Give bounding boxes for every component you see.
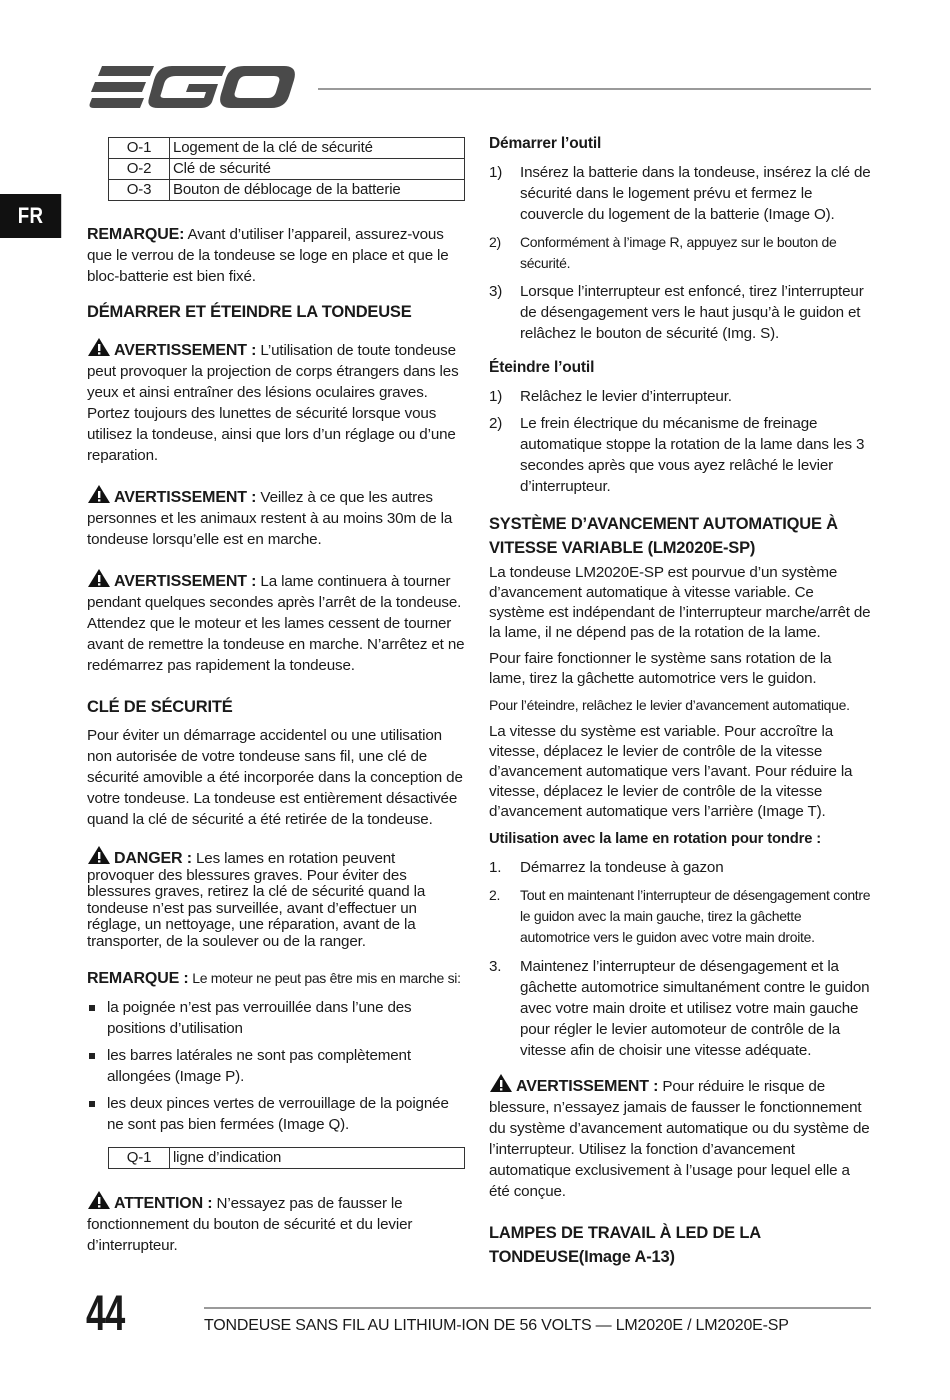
subheading-use-with-blade: Utilisation avec la lame en rotation pour tondre : — [489, 831, 822, 847]
warning-text: Pour réduire le risque de blessure, n’essayez jamais de fausser le fonctionnement du système d’avancement automatique ou du système de l’interrupteur. Utilisez la fonction d’avancement automatique exclusivement à l’usage pour lequel elle a été conçue. — [489, 1078, 870, 1200]
table-row — [109, 1148, 465, 1169]
warning-triangle-icon — [87, 1190, 111, 1210]
step-text: Le frein électrique du mécanisme de freinage automatique stoppe la rotation de la lame dans les 3 secondes après que vous ayez relâché le levier d’interrupteur. — [520, 415, 865, 495]
step-number: 1. — [489, 859, 502, 876]
step-number: 1) — [489, 388, 503, 405]
footer-title: TONDEUSE SANS FIL AU LITHIUM-ION DE 56 VOLTS — LM2020E / LM2020E-SP — [204, 1317, 789, 1334]
subheading-stop-tool: Éteindre l’outil — [489, 359, 595, 376]
warning-label: AVERTISSEMENT : — [114, 573, 257, 590]
table-row — [109, 180, 465, 201]
motor-conditions-list — [87, 997, 465, 1141]
warning-label: AVERTISSEMENT : — [114, 342, 257, 359]
step-text: Lorsque l’interrupteur est enfoncé, tirez l’interrupteur de désengagement vers le haut jusqu’à le guidon et relâchez le bouton de sécurité (Img. S). — [520, 283, 864, 342]
note-label: REMARQUE : — [87, 970, 189, 987]
list-item — [489, 162, 871, 225]
step-number: 2) — [489, 415, 503, 432]
warning-label: AVERTISSEMENT : — [516, 1078, 659, 1095]
warning-triangle-icon — [87, 845, 111, 865]
step-text: Conformément à l’image R, appuyez sur le bouton de sécurité. — [520, 234, 837, 271]
attention-text: N’essayez pas de fausser le fonctionnement du bouton de sécurité et du levier d’interrupteur. — [87, 1195, 413, 1254]
list-item — [489, 386, 871, 407]
note-label: REMARQUE: — [87, 226, 185, 243]
step-text: Relâchez le levier d’interrupteur. — [520, 388, 732, 405]
table-row — [109, 138, 465, 159]
start-steps-list — [489, 162, 871, 344]
part-label: Clé de sécurité — [170, 159, 465, 180]
step-number: 1) — [489, 164, 503, 181]
note-text: Avant d’utiliser l’appareil, assurez-vous que le verrou de la tondeuse se loge en place et que le bloc-batterie est bien fixé. — [87, 226, 449, 285]
part-code: O-1 — [109, 138, 170, 159]
section-heading-self-propelled: SYSTÈME D’AVANCEMENT AUTOMATIQUE À VITESSE VARIABLE (LM2020E-SP) — [489, 515, 838, 557]
step-number: 3. — [489, 958, 502, 975]
step-text: Démarrez la tondeuse à gazon — [520, 859, 724, 876]
part-code: O-2 — [109, 159, 170, 180]
step-text: Maintenez l’interrupteur de désengagement et la gâchette automotrice simultanément contre le guidon avec votre main droite et utilisez votre main gauche pour régler le levier automoteur de contrôle de la vitesse afin de choisir une vitesse adéquate. — [520, 958, 870, 1059]
table-row — [109, 159, 465, 180]
note-text: Le moteur ne peut pas être mis en marche si: — [188, 970, 461, 986]
language-tab: FR — [0, 194, 61, 238]
section-heading-start-stop: DÉMARRER ET ÉTEINDRE LA TONDEUSE — [87, 303, 412, 321]
step-text: Tout en maintenant l’interrupteur de désengagement contre le guidon avec la main gauche, tirez la gâchette automotrice vers le guidon avec votre main droite. — [520, 887, 871, 945]
warning-label: AVERTISSEMENT : — [114, 489, 257, 506]
danger-text: Les lames en rotation peuvent provoquer des blessures graves. Pour éviter des blessures graves, retirez la clé de sécurité quand la tondeuse n’est pas surveillée, avant d’effectuer un réglage, un nettoyage, une réparation, avant de la transporter, de la soulever ou de la ranger. — [87, 850, 426, 950]
part-label: Bouton de déblocage de la batterie — [170, 180, 465, 201]
self-propelled-paragraph: La vitesse du système est variable. Pour accroître la vitesse, déplacez le levier de contrôle de la vitesse d’avancement automatique vers l’avant. Pour réduire la vitesse, déplacez le levier de contrôle de la vitesse d’avancement automatique vers l’arrière (Image T). — [489, 723, 853, 820]
part-code: O-3 — [109, 180, 170, 201]
section-heading-safety-key: CLÉ DE SÉCURITÉ — [87, 698, 233, 716]
warning-triangle-icon — [87, 568, 111, 588]
self-propelled-paragraph: Pour faire fonctionner le système sans rotation de la lame, tirez la gâchette automotrice vers le guidon. — [489, 650, 832, 687]
warning-triangle-icon — [87, 484, 111, 504]
warning-triangle-icon — [87, 337, 111, 357]
list-item — [489, 232, 871, 274]
footer-rule — [204, 1307, 871, 1309]
note-lock — [87, 224, 465, 287]
list-item: la poignée n’est pas verrouillée dans l’une des positions d’utilisation — [87, 997, 465, 1039]
self-propelled-paragraph: Pour l’éteindre, relâchez le levier d’avancement automatique. — [489, 697, 850, 713]
list-item — [489, 281, 871, 344]
step-text: Insérez la batterie dans la tondeuse, insérez la clé de sécurité dans le logement prévu et fermez le couvercle du logement de la batterie (Image O). — [520, 164, 871, 223]
subheading-start-tool: Démarrer l’outil — [489, 135, 602, 152]
warning-tamper — [489, 1073, 871, 1202]
note-motor — [87, 968, 465, 989]
warning-projection — [87, 337, 465, 466]
blade-steps-list — [489, 857, 871, 1061]
danger-notice — [87, 845, 465, 950]
warning-distance — [87, 484, 465, 550]
part-label: ligne d’indication — [170, 1148, 465, 1169]
warning-text: La lame continuera à tourner pendant quelques secondes après l’arrêt de la tondeuse. Attendez que le moteur et les lames cessent de tourner avant de remettre la tondeuse en marche. N’arrêtez et ne redémarrez pas rapidement la tondeuse. — [87, 573, 465, 674]
step-number: 3) — [489, 283, 503, 300]
stop-steps-list — [489, 386, 871, 497]
list-item: les barres latérales ne sont pas complètement allongées (Image P). — [87, 1045, 465, 1087]
page-number: 44 — [86, 1285, 125, 1341]
list-item — [489, 885, 871, 948]
parts-table-o — [108, 137, 465, 201]
list-item — [489, 413, 871, 497]
warning-text: Veillez à ce que les autres personnes et les animaux restent à au moins 30m de la tondeuse lorsqu’elle est en marche. — [87, 489, 453, 548]
list-item: les deux pinces vertes de verrouillage de la poignée ne sont pas bien fermées (Image Q). — [87, 1093, 465, 1135]
part-code: Q-1 — [109, 1148, 170, 1169]
safety-key-paragraph: Pour éviter un démarrage accidentel ou une utilisation non autorisée de votre tondeuse sans fil, une clé de sécurité amovible a été incorporée dans la conception de votre tondeuse. La tondeuse est entièrement désactivée quand la clé de sécurité a été retirée de la tondeuse. — [87, 727, 463, 828]
attention-label: ATTENTION : — [114, 1195, 213, 1212]
part-label: Logement de la clé de sécurité — [170, 138, 465, 159]
parts-table-q — [108, 1147, 465, 1169]
self-propelled-paragraph: La tondeuse LM2020E-SP est pourvue d’un système d’avancement automatique à vitesse variable. Ce système est indépendant de l’interrupteur marche/arrêt de la lame, il ne dépend pas de la rotation de la lame. — [489, 564, 871, 641]
attention-notice — [87, 1190, 465, 1256]
warning-blade-coast — [87, 568, 465, 676]
step-number: 2) — [489, 234, 501, 250]
section-heading-led-lamps: LAMPES DE TRAVAIL À LED DE LA TONDEUSE(Image A-13) — [489, 1224, 761, 1266]
ego-logo-mark — [88, 62, 298, 114]
danger-label: DANGER : — [114, 850, 192, 867]
warning-triangle-icon — [489, 1073, 513, 1093]
step-number: 2. — [489, 887, 501, 903]
ego-logo — [88, 62, 298, 114]
list-item — [489, 956, 871, 1061]
warning-text: L’utilisation de toute tondeuse peut provoquer la projection de corps étrangers dans les yeux et ainsi entraîner des lésions oculaires graves. Portez toujours des lunettes de sécurité lorsque vous utilisez la tondeuse, ainsi que lors d’un réglage ou d’une reparation. — [87, 342, 459, 464]
header-rule — [318, 88, 871, 90]
list-item — [489, 857, 871, 878]
